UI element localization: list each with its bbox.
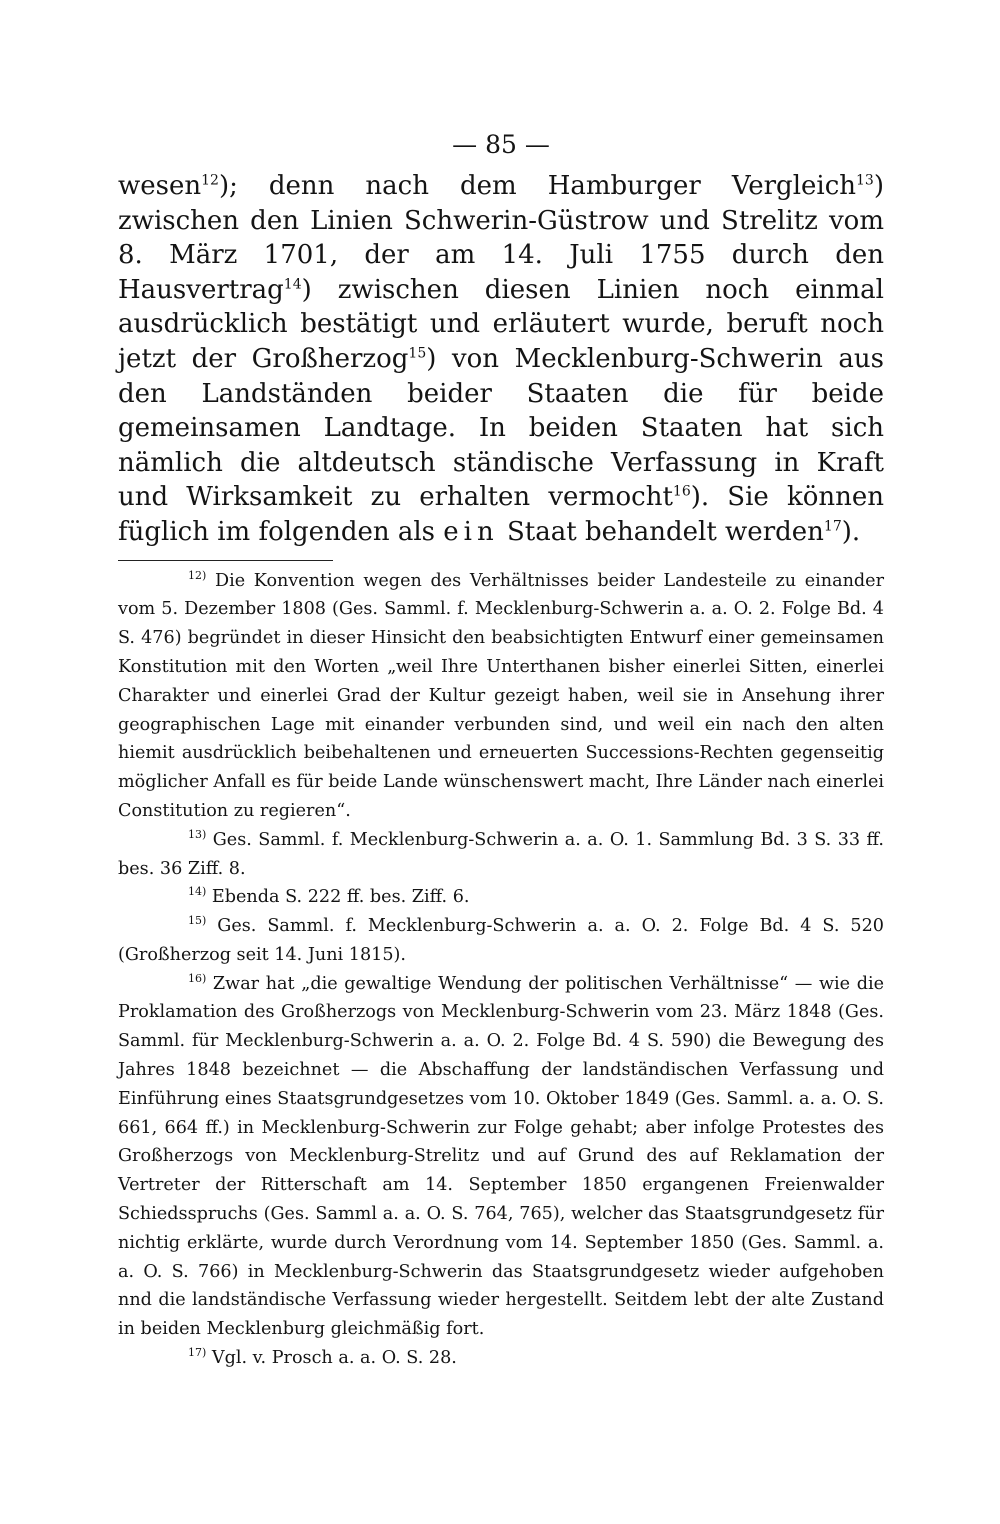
body-text-segment: wesen <box>118 171 202 201</box>
body-text-segment: ) zwischen den Linien Schwerin-Güstrow und Strelitz vom 8. März 1701, der am 14. Juli 1755 durch den Hausvertrag <box>118 171 884 305</box>
footnote-number: 14) <box>188 885 207 899</box>
footnote-ref-16: 16 <box>672 483 691 500</box>
footnote-number: 17) <box>188 1346 207 1360</box>
footnote-16 <box>118 970 884 1344</box>
footnote-14 <box>118 883 884 912</box>
footnote-text: Vgl. v. Prosch a. a. O. S. 28. <box>206 1348 457 1369</box>
body-text-segment: ). Sie können füglich im folgenden als <box>118 482 885 547</box>
body-text-segment: ) zwischen diesen Linien noch einmal ausdrücklich bestätigt und erläutert wurde, beruft noch jetzt der Großherzog <box>118 274 884 374</box>
footnote-ref-15: 15 <box>408 345 427 362</box>
footnote-number: 12) <box>188 568 207 582</box>
body-paragraph <box>118 169 884 550</box>
footnote-text: Die Konvention wegen des Verhältnisses beider Landesteile zu einander vom 5. Dezember 1808 (Ges. Samml. f. Mecklenburg-Schwerin a. a. O. 2. Folge Bd. 4 S. 476) begründet in dieser Hinsicht den beabsichtigten Entwurf einer gemeinsamen Konstitution mit den Worten „weil Ihre Unterthanen bisher einerlei Sitten, einerlei Charakter und einerlei Grad der Kultur gezeigt haben, weil sie in Ansehung ihrer geographischen Lage mit einander verbunden sind, und weil ein nach den alten hiemit ausdrücklich beibehaltenen und erneuerten Successions-Rechten gegenseitig möglicher Anfall es für beide Lande wünschenswert macht, Ihre Länder nach einerlei Constitution zu regieren“. <box>118 570 884 821</box>
footnote-number: 13) <box>188 827 207 841</box>
footnotes <box>118 567 884 1373</box>
page <box>118 125 884 1373</box>
body-text-segment: ); denn nach dem Hamburger Vergleich <box>218 171 857 201</box>
body-text-segment: Staat behandelt werden <box>498 516 824 547</box>
emphasized-word: ein <box>443 516 499 547</box>
page-number: — 85 — <box>452 130 550 159</box>
footnote-17 <box>118 1344 884 1373</box>
footnote-ref-13: 13 <box>856 172 874 189</box>
footnote-divider <box>118 560 333 561</box>
footnote-12 <box>118 567 884 826</box>
footnote-ref-14: 14 <box>283 276 302 293</box>
footnote-text: Zwar hat „die gewaltige Wendung der politischen Verhältnisse“ — wie die Proklamation des Großherzogs von Mecklenburg-Schwerin vom 23. März 1848 (Ges. Samml. für Mecklenburg-Schwerin a. a. O. 2. Folge Bd. 4 S. 590) die Bewegung des Jahres 1848 bezeichnet — die Abschaffung der landständischen Verfassung und Einführung eines Staatsgrundgesetzes vom 10. Oktober 1849 (Ges. Samml. a. a. O. S. 661, 664 ff.) in Mecklenburg-Schwerin zur Folge gehabt; aber infolge Protestes des Großherzogs von Mecklenburg-Strelitz und auf Grund des auf Reklamation der Vertreter der Ritterschaft am 14. September 1850 ergangenen Freienwalder Schiedsspruchs (Ges. Samml a. a. O. S. 764, 765), welcher das Staatsgrundgesetz für nichtig erklärte, wurde durch Verordnung vom 14. September 1850 (Ges. Samml. a. a. O. S. 766) in Mecklenburg-Schwerin das Staatsgrundgesetz wieder aufgehoben nnd die landständische Verfassung wieder hergestellt. Seitdem lebt der alte Zustand in beiden Mecklenburg gleichmäßig fort. <box>118 973 884 1340</box>
footnote-15 <box>118 912 884 970</box>
footnote-ref-17: 17 <box>823 518 842 535</box>
footnote-ref-12: 12 <box>201 172 219 189</box>
body-text-segment: ) von Mecklenburg-Schwerin aus den Landständen beider Staaten die für beide gemeinsamen Landtage. In beiden Staaten hat sich nämlich die altdeutsch ständische Verfassung in Kraft und Wirksamkeit zu erhalten vermocht <box>118 343 884 513</box>
footnote-number: 15) <box>188 914 207 928</box>
footnote-text: Ebenda S. 222 ff. bes. Ziff. 6. <box>206 887 470 908</box>
body-text-segment: ). <box>841 516 861 547</box>
footnote-text: Ges. Samml. f. Mecklenburg-Schwerin a. a. O. 2. Folge Bd. 4 S. 520 (Großherzog seit 14. Juni 1815). <box>118 916 884 965</box>
footnote-13 <box>118 826 884 884</box>
footnote-number: 16) <box>188 971 207 985</box>
footnote-text: Ges. Samml. f. Mecklenburg-Schwerin a. a. O. 1. Sammlung Bd. 3 S. 33 ff. bes. 36 Ziff. 8. <box>118 829 884 879</box>
